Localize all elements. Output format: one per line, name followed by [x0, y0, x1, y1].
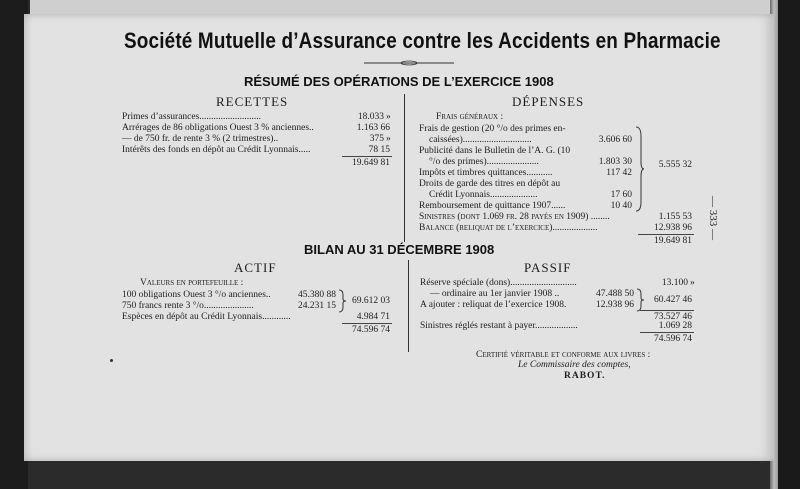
passif-label-2: A ajouter : reliquat de l’exercice 1908. — [420, 300, 567, 310]
frais-value-3: 1.803 30 — [598, 157, 632, 167]
resume-divider — [404, 94, 405, 242]
passif-subtotal: 73.527 46 — [654, 312, 692, 322]
actif-title: ACTIF — [234, 260, 277, 275]
actif-label-1: 750 francs rente 3 °/o..................... — [122, 301, 254, 311]
recettes-label-1: Arrérages de 86 obligations Ouest 3 % anciennes.. — [122, 123, 314, 133]
passif-title: PASSIF — [524, 260, 572, 275]
actif-portefeuille-total: 69.612 03 — [352, 296, 390, 306]
passif-sinistres-label: Sinistres réglés restant à payer.................. — [420, 321, 578, 331]
recettes-value-3: 78 15 — [368, 145, 390, 155]
frais-label-1: caissées)............................. — [429, 135, 532, 145]
passif-value-1: 47.488 50 — [596, 289, 634, 299]
actif-label-0: 100 obligations Ouest 3 °/o anciennes.. — [122, 290, 271, 300]
frais-value-7: 10 40 — [610, 201, 632, 211]
title-ornament — [364, 60, 454, 66]
page-number: — 333 — — [707, 196, 719, 240]
frais-total: 5.555 32 — [658, 160, 692, 170]
sinistres-value: 1.155 53 — [658, 212, 692, 222]
recettes-title: RECETTES — [216, 94, 289, 109]
resume-heading: RÉSUMÉ DES OPÉRATIONS DE L’EXERCICE 1908 — [244, 74, 554, 89]
passif-subtotal-rule — [640, 310, 694, 311]
recettes-total-rule — [342, 156, 392, 157]
previous-page-edge — [30, 0, 770, 15]
actif-total: 74.596 74 — [352, 325, 390, 335]
especes-label: Espèces en dépôt au Crédit Lyonnais............ — [122, 312, 291, 322]
depenses-title: DÉPENSES — [512, 94, 585, 109]
recettes-total: 19.649 81 — [352, 158, 390, 168]
actif-subheader: Valeurs en portefeuille : — [140, 278, 244, 288]
frais-header: Frais généraux : — [436, 112, 504, 122]
frais-label-0: Frais de gestion (20 °/o des primes en- — [419, 124, 566, 134]
frais-label-5: Droits de garde des titres en dépôt au — [419, 179, 561, 189]
bilan-heading: BILAN AU 31 DÉCEMBRE 1908 — [304, 242, 495, 257]
passif-value-2: 12.938 96 — [596, 300, 634, 310]
document-title: Société Mutuelle d’Assurance contre les Accidents en Pharmacie — [124, 28, 721, 53]
frais-label-7: Remboursement de quittance 1907...... — [419, 201, 566, 211]
recettes-value-0: 18.033 — [357, 112, 384, 122]
frais-value-4: 117 42 — [606, 168, 632, 178]
frais-label-6: Crédit Lyonnais.................... — [429, 190, 538, 200]
passif-value-0: 13.100 — [661, 278, 688, 288]
actif-total-rule — [342, 323, 392, 324]
frais-brace — [634, 126, 644, 217]
certification-signature: RABOT. — [564, 371, 606, 381]
depenses-total-rule — [638, 234, 694, 235]
certification-line2: Le Commissaire des comptes, — [518, 360, 631, 370]
certification-line1: Certifié véritable et conforme aux livres : — [476, 350, 651, 360]
passif-total-rule — [640, 332, 694, 333]
recettes-label-0: Primes d’assurances.......................... — [122, 112, 262, 122]
depenses-total: 19.649 81 — [654, 236, 692, 246]
balance-value: 12.938 96 — [654, 223, 692, 233]
frais-value-1: 3.606 60 — [598, 135, 632, 145]
recettes-value-1: 1.163 66 — [356, 123, 390, 133]
passif-reserve-total: 60.427 46 — [654, 295, 692, 305]
passif-sinistres-value: 1.069 28 — [658, 321, 692, 331]
scan-border-right — [778, 0, 800, 489]
passif-label-1: — ordinaire au 1er janvier 1908 .. — [430, 289, 560, 299]
recettes-suffix-2: » — [386, 134, 391, 144]
recettes-suffix-0: » — [386, 112, 391, 122]
actif-value-0: 45.380 88 — [298, 290, 336, 300]
passif-total: 74.596 74 — [654, 334, 692, 344]
document-page — [24, 14, 774, 461]
actif-value-1: 24.231 15 — [298, 301, 336, 311]
sinistres-label: Sinistres (dont 1.069 fr. 28 payés en 1909) ........ — [419, 212, 610, 222]
bilan-divider — [408, 260, 409, 352]
balance-label: Balance (reliquat de l’exercice)................... — [419, 223, 598, 233]
frais-label-4: Impôts et timbres quittances........... — [419, 168, 553, 178]
passif-suffix-0: » — [690, 278, 695, 288]
especes-value: 4.984 71 — [356, 312, 390, 322]
passif-label-0: Réserve spéciale (dons)............................ — [420, 278, 577, 288]
frais-label-2: Publicité dans le Bulletin de l’A. G. (10 — [419, 146, 571, 156]
recettes-value-2: 375 — [369, 134, 384, 144]
frais-value-6: 17 60 — [610, 190, 632, 200]
recettes-label-2: — de 750 fr. de rente 3 % (2 trimestres).. — [122, 134, 279, 144]
ink-spot — [110, 359, 113, 362]
actif-brace — [338, 289, 346, 318]
frais-label-3: °/o des primes)...................... — [429, 157, 539, 167]
recettes-label-3: Intérêts des fonds en dépôt au Crédit Lyonnais..... — [122, 145, 311, 155]
